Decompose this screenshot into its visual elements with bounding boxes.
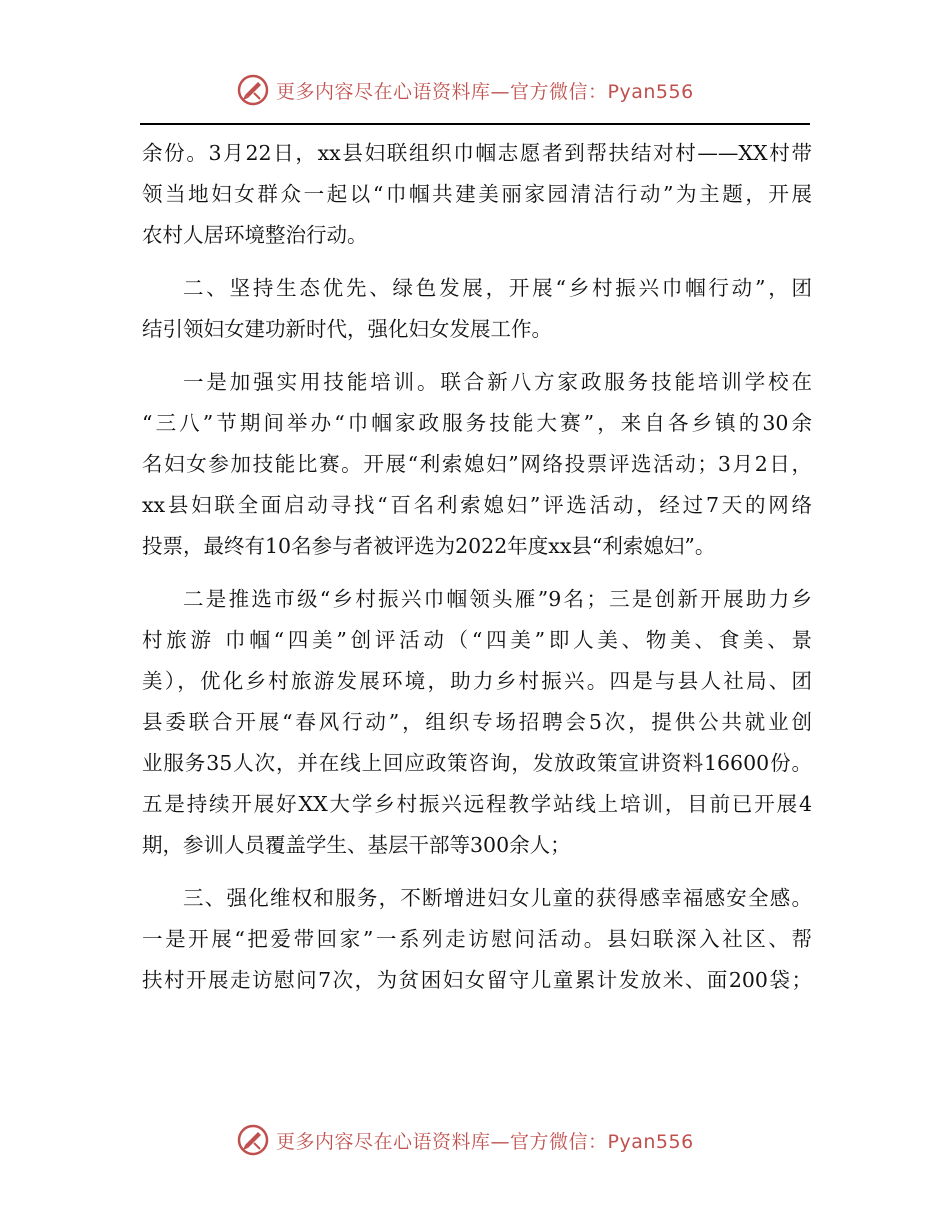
text-line: 业服务35人次，并在线上回应政策咨询，发放政策宣讲资料16600份。 xyxy=(142,751,812,775)
footer-watermark xyxy=(236,1122,694,1158)
text-line: 余份。3月22日，xx县妇联组织巾帼志愿者到帮扶结对村——XX村带 xyxy=(142,141,812,165)
text-line: 结引领妇女建功新时代，强化妇女发展工作。 xyxy=(142,317,552,341)
text-line: 一是开展“把爱带回家”一系列走访慰问活动。县妇联深入社区、帮 xyxy=(142,927,812,951)
text-line: 村旅游 巾帼“四美”创评活动（“四美”即人美、物美、食美、景 xyxy=(142,628,812,652)
text-line: 二、坚持生态优先、绿色发展，开展“乡村振兴巾帼行动”，团 xyxy=(183,276,812,300)
document-body xyxy=(142,133,812,1001)
text-line: 五是持续开展好XX大学乡村振兴远程教学站线上培训，目前已开展4 xyxy=(142,792,812,816)
text-line: 三、强化维权和服务，不断增进妇女儿童的获得感幸福感安全感。 xyxy=(183,886,812,910)
text-line: 名妇女参加技能比赛。开展“利索媳妇”网络投票评选活动；3月2日， xyxy=(142,452,812,476)
paragraph xyxy=(142,133,812,256)
text-line: xx县妇联全面启动寻找“百名利索媳妇”评选活动，经过7天的网络 xyxy=(142,493,812,517)
text-line: 扶村开展走访慰问7次，为贫困妇女留守儿童累计发放米、面200袋； xyxy=(142,968,812,992)
text-line: 美），优化乡村旅游发展环境，助力乡村振兴。四是与县人社局、团 xyxy=(142,669,812,693)
text-line: 县委联合开展“春风行动”，组织专场招聘会5次，提供公共就业创 xyxy=(142,710,812,734)
text-line: 期，参训人员覆盖学生、基层干部等300余人； xyxy=(142,833,571,857)
text-line: 农村人居环境整治行动。 xyxy=(142,223,368,247)
header-watermark xyxy=(236,72,694,108)
text-line: 投票，最终有10名参与者被评选为2022年度xx县“利索媳妇”。 xyxy=(142,534,716,558)
seal-logo-icon xyxy=(236,73,270,107)
watermark-text: 更多内容尽在心语资料库—官方微信：Pyan556 xyxy=(276,1130,694,1153)
paragraph xyxy=(142,579,812,866)
seal-logo-icon xyxy=(236,1123,270,1157)
header-rule xyxy=(140,123,810,125)
text-line: “三八”节期间举办“巾帼家政服务技能大赛”，来自各乡镇的30余 xyxy=(142,411,812,435)
paragraph xyxy=(142,268,812,350)
text-line: 二是推选市级“乡村振兴巾帼领头雁”9名；三是创新开展助力乡 xyxy=(183,587,812,611)
paragraph xyxy=(142,362,812,567)
watermark-text: 更多内容尽在心语资料库—官方微信：Pyan556 xyxy=(276,80,694,103)
text-line: 领当地妇女群众一起以“巾帼共建美丽家园清洁行动”为主题，开展 xyxy=(142,182,812,206)
paragraph xyxy=(142,878,812,1001)
text-line: 一是加强实用技能培训。联合新八方家政服务技能培训学校在 xyxy=(183,370,812,394)
